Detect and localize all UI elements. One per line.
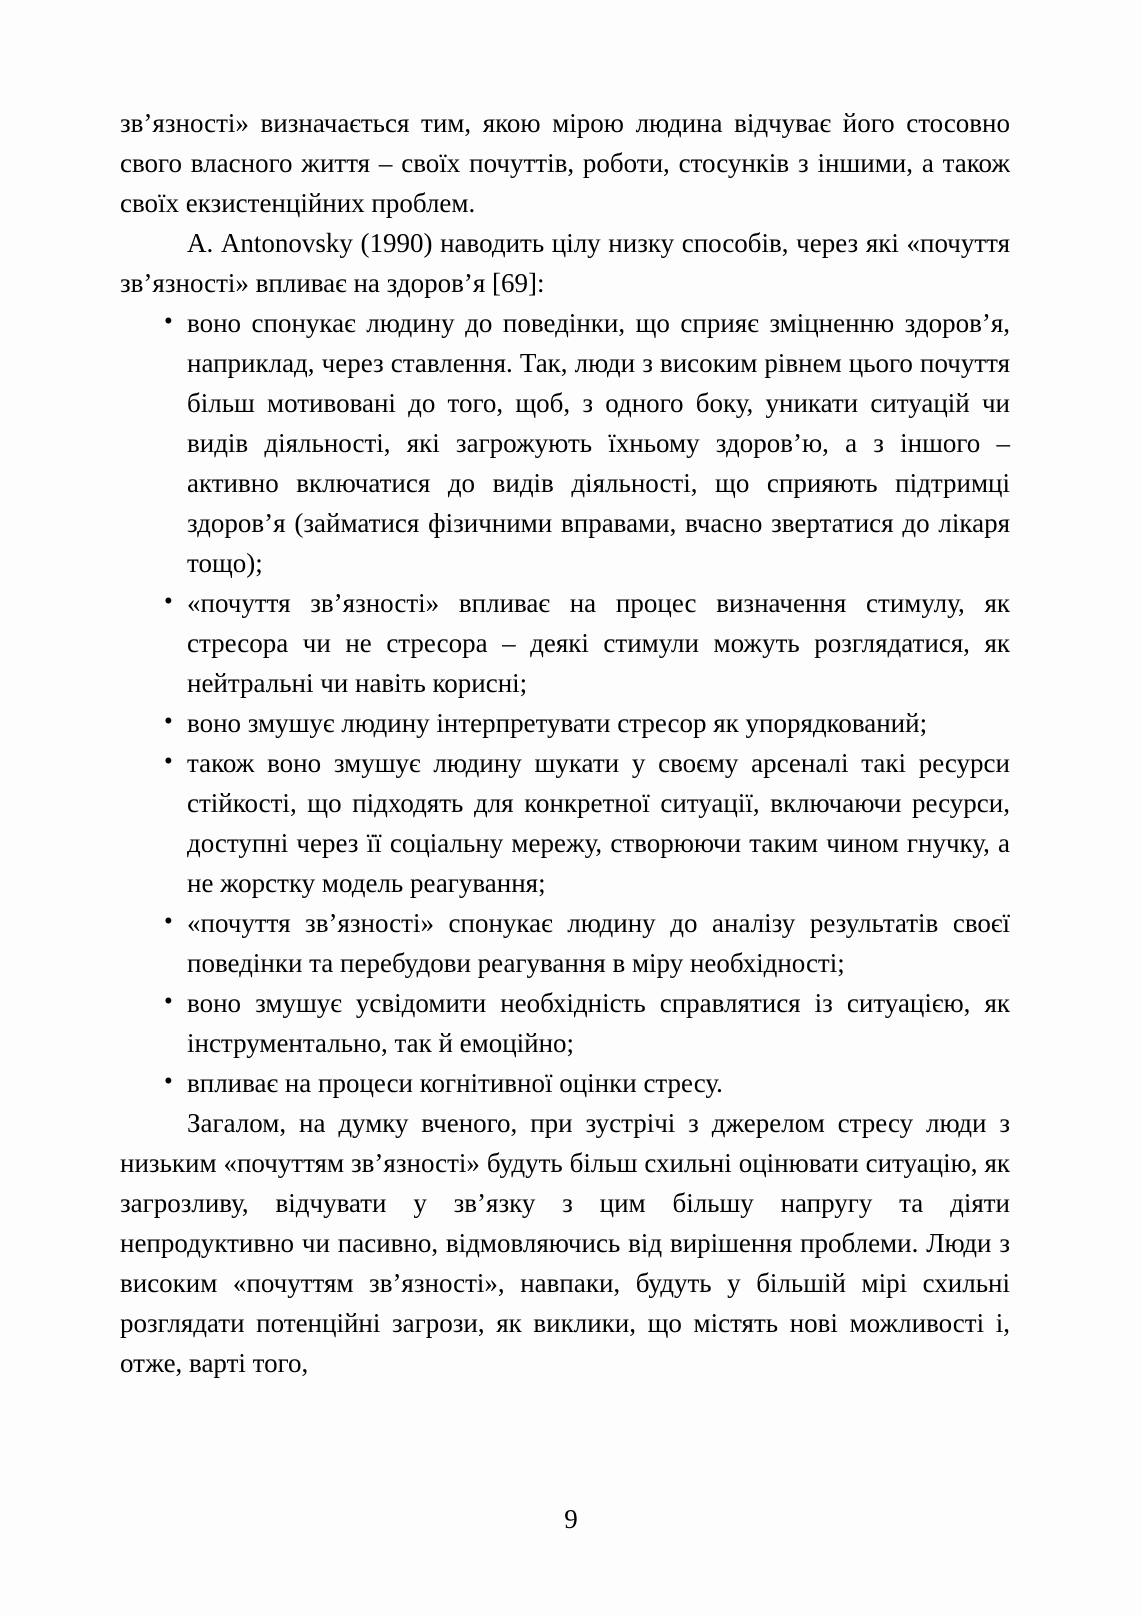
list-item: [120, 703, 1010, 743]
paragraph-conclusion: Загалом, на думку вченого, при зустрічі з джерелом стресу люди з низьким «почуттям зв’язності» будуть більш схильні оцінювати ситуацію, як загрозливу, відчувати у зв’язку з цим більшу напругу та діяти непродуктивно чи пасивно, відмовляючись від вирішення проблеми. Люди з високим «почуттям зв’язності», навпаки, будуть у більшій мірі схильні розглядати потенційні загрози, як виклики, що містять нові можливості і, отже, варті того,: [120, 1108, 1010, 1378]
page-number: 9: [564, 1504, 578, 1534]
bullet-icon: •: [164, 988, 173, 1015]
bullet-icon: •: [164, 1068, 173, 1095]
list-item: [120, 1063, 1010, 1103]
list-item-text: також воно змушує людину шукати у своєму арсеналі такі ресурси стійкості, що підходять для конкретної ситуації, включаючи ресурси, доступні через її соціальну мережу, створюючи таким чином гнучку, а не жорстку модель реагування;: [187, 748, 1010, 898]
paragraph-intro: А. Antonovsky (1990) наводить цілу низку способів, через які «почуття зв’язності» впливає на здоров’я [69]:: [120, 228, 1010, 298]
list-item-text: «почуття зв’язності» спонукає людину до аналізу результатів своєї поведінки та перебудови реагування в міру необхідності;: [187, 908, 1010, 978]
list-item: [120, 583, 1010, 703]
list-item: [120, 743, 1010, 903]
bullet-list: [120, 303, 1010, 1103]
paragraph-continuation: зв’язності» визначається тим, якою мірою людина відчуває його стосовно свого власного життя – своїх почуттів, роботи, стосунків з іншими, а також своїх екзистенційних проблем.: [120, 108, 1010, 218]
bullet-icon: •: [164, 908, 173, 935]
bullet-icon: •: [164, 708, 173, 735]
list-item-text: воно змушує усвідомити необхідність справлятися із ситуацією, як інструментально, так й емоційно;: [187, 988, 1010, 1058]
list-item: [120, 903, 1010, 983]
list-item-text: «почуття зв’язності» впливає на процес визначення стимулу, як стресора чи не стресора – деякі стимули можуть розглядатися, як нейтральні чи навіть корисні;: [187, 588, 1010, 698]
bullet-icon: •: [164, 588, 173, 615]
bullet-icon: •: [164, 308, 173, 335]
list-item: [120, 303, 1010, 583]
list-item-text: воно спонукає людину до поведінки, що сприяє зміцненню здоров’я, наприклад, через ставлення. Так, люди з високим рівнем цього почуття більш мотивовані до того, щоб, з одного боку, уникати ситуацій чи видів діяльності, які загрожують їхньому здоров’ю, а з іншого – активно включатися до видів діяльності, що сприяють підтримці здоров’я (займатися фізичними вправами, вчасно звертатися до лікаря тощо);: [187, 308, 1010, 578]
bullet-icon: •: [164, 748, 173, 775]
list-item-text: воно змушує людину інтерпретувати стресор як упорядкований;: [187, 708, 928, 738]
list-item: [120, 983, 1010, 1063]
list-item-text: впливає на процеси когнітивної оцінки стресу.: [187, 1068, 723, 1098]
